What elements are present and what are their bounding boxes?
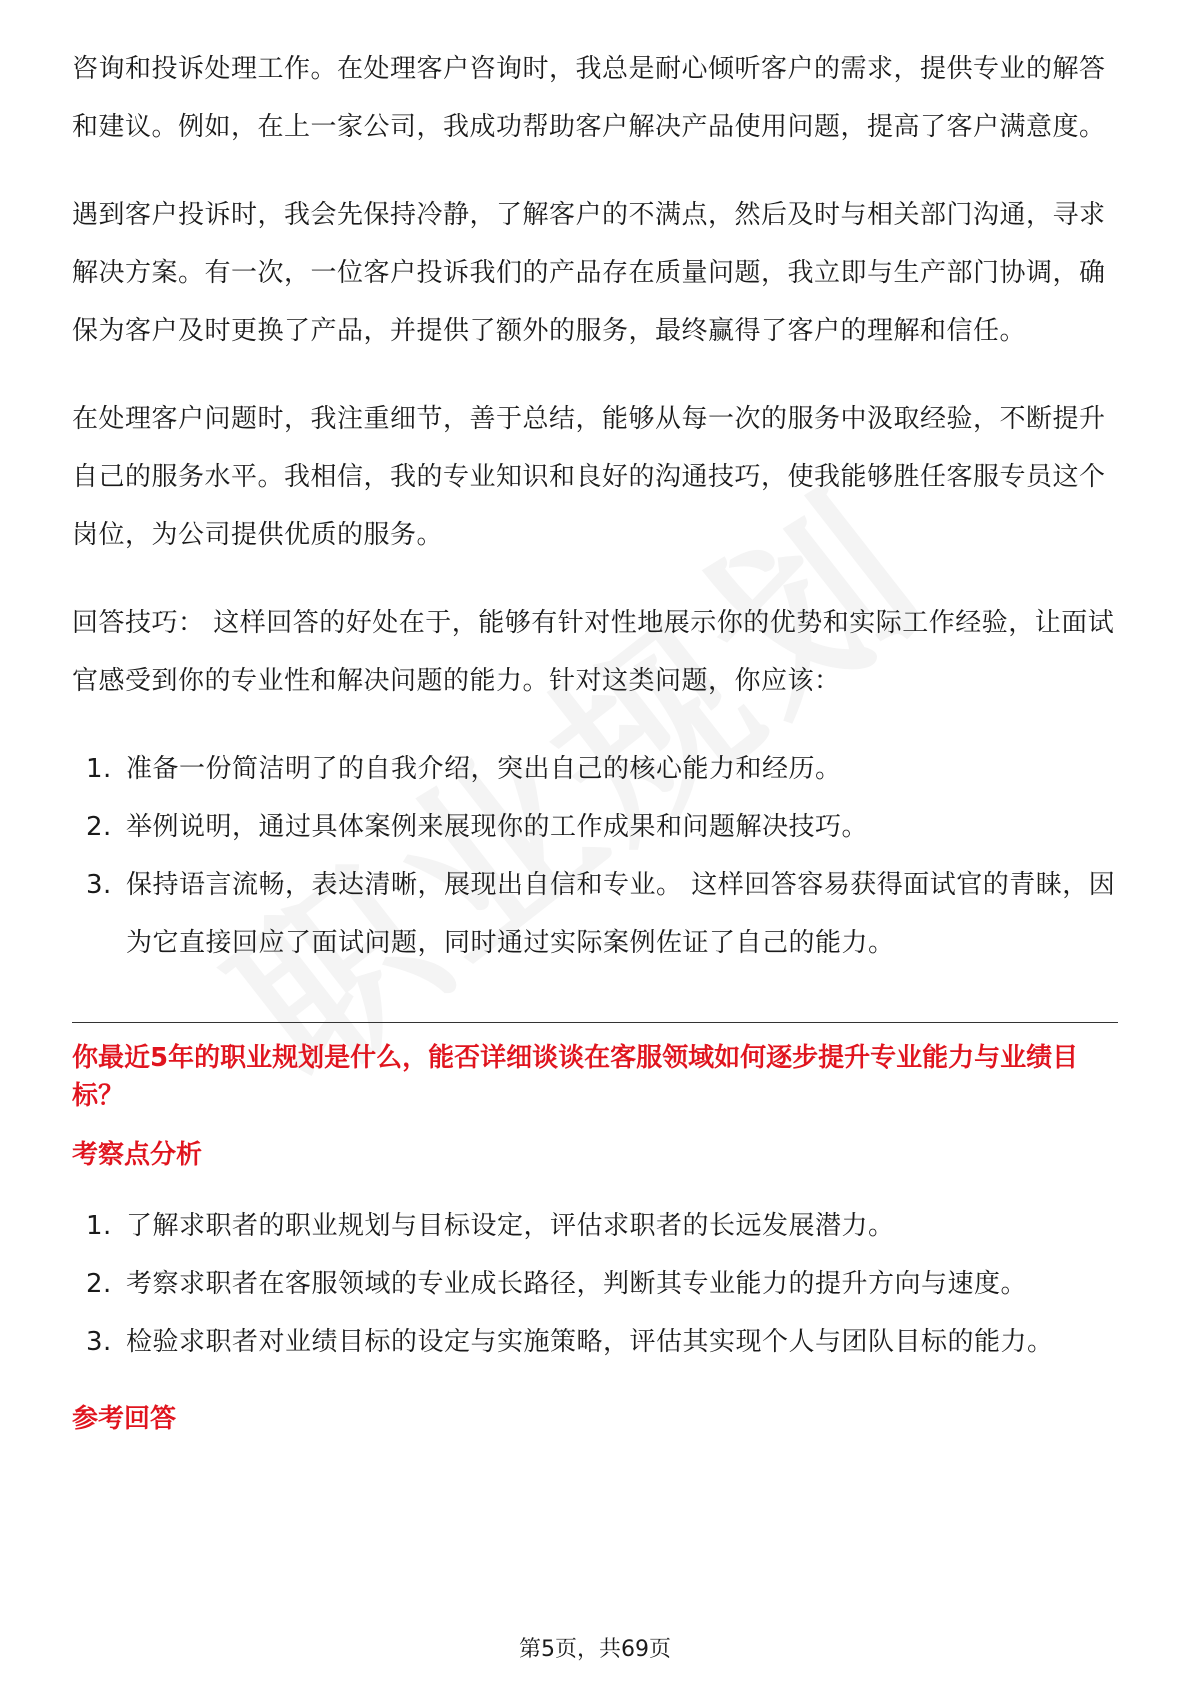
list-number: 2. — [86, 812, 112, 842]
paragraph-details: 在处理客户问题时，我注重细节，善于总结，能够从每一次的服务中汲取经验，不断提升自己的服务水平。我相信，我的专业知识和良好的沟通技巧，使我能够胜任客服专员这个岗位，为公司提供优质的服务。 — [72, 404, 1106, 550]
list-item — [72, 1255, 1118, 1313]
page-footer: 第5页，共69页 — [519, 1637, 671, 1662]
list-item-text: 举例说明，通过具体案例来展现你的工作成果和问题解决技巧。 — [126, 812, 869, 842]
list-number: 2. — [86, 1269, 112, 1299]
list-item-text: 了解求职者的职业规划与目标设定，评估求职者的长远发展潜力。 — [126, 1211, 895, 1241]
list-number: 3. — [86, 870, 112, 900]
list-item — [72, 1197, 1118, 1255]
list-item-text: 准备一份简洁明了的自我介绍，突出自己的核心能力和经历。 — [126, 754, 842, 784]
list-item — [72, 740, 1118, 798]
document-body — [72, 40, 1118, 1461]
list-item — [72, 856, 1118, 972]
interview-question: 你最近5年的职业规划是什么，能否详细谈谈在客服领域如何逐步提升专业能力与业绩目标？ — [72, 1043, 1079, 1111]
analysis-heading: 考察点分析 — [72, 1140, 203, 1170]
paragraph-answer-tips: 回答技巧： 这样回答的好处在于，能够有针对性地展示你的优势和实际工作经验，让面试官感受到你的专业性和解决问题的能力。针对这类问题，你应该： — [72, 608, 1115, 696]
paragraph-consulting: 咨询和投诉处理工作。在处理客户咨询时，我总是耐心倾听客户的需求，提供专业的解答和建议。例如，在上一家公司，我成功帮助客户解决产品使用问题，提高了客户满意度。 — [72, 54, 1106, 142]
list-item — [72, 1313, 1118, 1371]
list-number: 1. — [86, 754, 112, 784]
list-number: 1. — [86, 1211, 112, 1241]
tips-list — [72, 740, 1118, 972]
list-item-text: 保持语言流畅，表达清晰，展现出自信和专业。 这样回答容易获得面试官的青睐，因为它直接回应了面试问题，同时通过实际案例佐证了自己的能力。 — [126, 870, 1116, 958]
reference-answer-heading: 参考回答 — [72, 1404, 177, 1434]
list-item-text: 考察求职者在客服领域的专业成长路径，判断其专业能力的提升方向与速度。 — [126, 1269, 1028, 1299]
list-item — [72, 798, 1118, 856]
paragraph-complaints: 遇到客户投诉时，我会先保持冷静，了解客户的不满点，然后及时与相关部门沟通，寻求解决方案。有一次，一位客户投诉我们的产品存在质量问题，我立即与生产部门协调，确保为客户及时更换了产品，并提供了额外的服务，最终赢得了客户的理解和信任。 — [72, 200, 1106, 346]
list-item-text: 检验求职者对业绩目标的设定与实施策略，评估其实现个人与团队目标的能力。 — [126, 1327, 1054, 1357]
section-divider — [72, 1022, 1118, 1023]
analysis-list — [72, 1197, 1118, 1371]
list-number: 3. — [86, 1327, 112, 1357]
